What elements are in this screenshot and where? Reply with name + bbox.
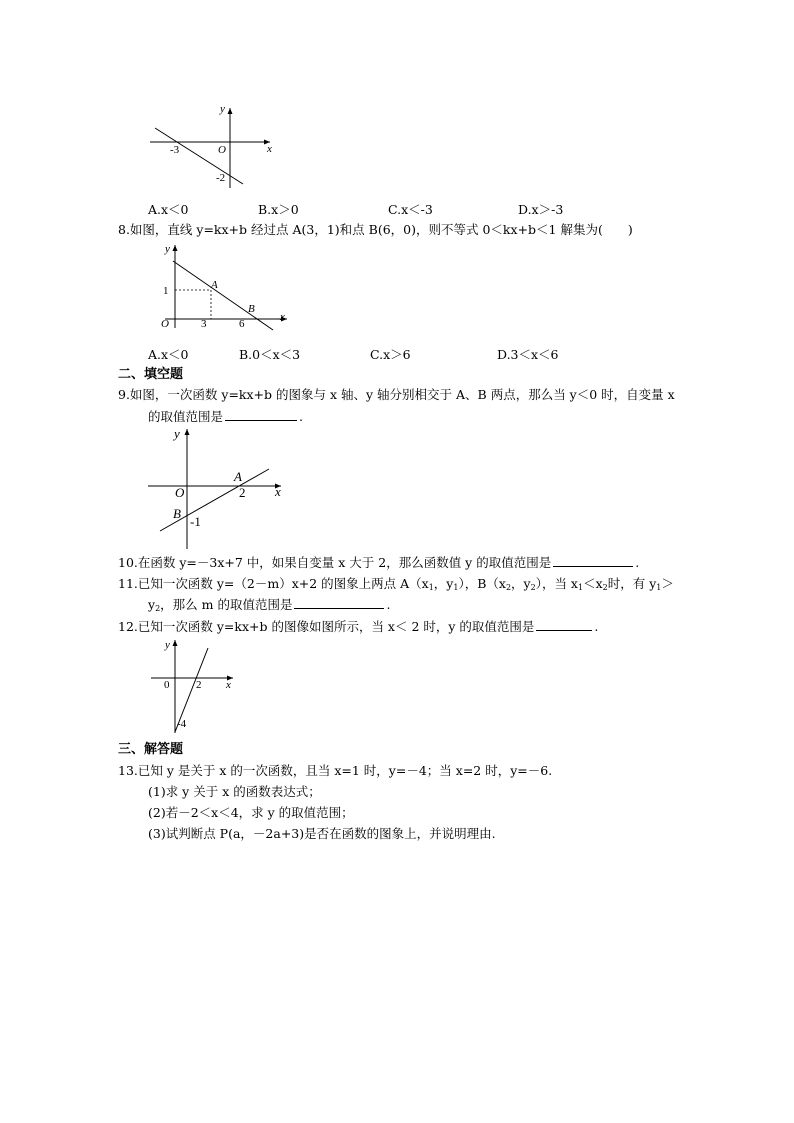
q8-tick-6-label: 6 (239, 318, 245, 330)
q11-text-f: ＜x (583, 576, 603, 591)
section-solve-heading: 三、解答题 (118, 742, 184, 757)
q11-question-line2 (148, 596, 390, 618)
q9-line2-text: 的取值范围是 (148, 409, 224, 424)
q8-function-line (173, 261, 273, 330)
q7-graph (145, 100, 280, 190)
q9-line2-end: . (299, 409, 303, 424)
q9-graph (145, 425, 295, 553)
q8-question: 8.如图，直线 y=kx+b 经过点 A(3，1)和点 B(6，0)，则不等式 0＜kx+b＜1 解集为( ) (118, 222, 633, 237)
q11-l2-end: . (386, 597, 391, 612)
q12-tick-2-label: 2 (196, 679, 202, 691)
q11-l2-text-a: y (148, 597, 156, 612)
q7-option-c[interactable]: C.x＜-3 (388, 202, 433, 217)
q13-item-1: (1)求 y 关于 x 的函数表达式； (148, 784, 321, 799)
q11-question-line1 (118, 575, 674, 597)
q9-question-line2 (148, 408, 303, 426)
q9-point-a-label: A (234, 469, 242, 484)
q12-tick-m4-label: -4 (177, 718, 187, 730)
q13-item-2: (2)若－2＜x＜4，求 y 的取值范围； (148, 805, 354, 820)
q7-y-intercept-label: -2 (216, 172, 226, 184)
q8-y-arrow (173, 245, 178, 251)
q11-sub: 2 (155, 604, 161, 613)
q11-sub: 1 (453, 583, 459, 592)
q11-text-h: ＞ (661, 576, 674, 591)
q8-point-b-label: B (248, 303, 255, 315)
q8-option-b[interactable]: B.0＜x＜3 (239, 347, 301, 362)
q12-y-arrow (173, 640, 178, 646)
q9-point-b-label: B (173, 506, 181, 521)
q13-item-3: (3)试判断点 P(a，－2a+3)是否在函数的图象上，并说明理由. (148, 826, 496, 841)
q11-sub: 2 (602, 583, 608, 592)
q11-text-c: ），B（x (458, 576, 506, 591)
q9-tick-2-label: 2 (239, 485, 246, 500)
q9-y-arrow (185, 429, 190, 435)
q12-y-label: y (165, 639, 170, 651)
q8-point-a-label: A (211, 279, 218, 291)
q7-origin-label: O (218, 144, 226, 156)
q12-x-label: x (226, 679, 231, 691)
q11-sub: 1 (656, 583, 662, 592)
q8-option-d[interactable]: D.3＜x＜6 (497, 347, 559, 362)
q12-origin-label: 0 (164, 679, 170, 691)
q7-x-intercept-label: -3 (170, 144, 180, 156)
q8-tick-3-label: 3 (201, 318, 207, 330)
q10-question (118, 554, 639, 572)
q11-sub: 1 (577, 583, 584, 592)
q12-text: 12.已知一次函数 y=kx+b 的图像如图所示，当 x＜ 2 时，y 的取值范围是 (118, 619, 535, 634)
q9-y-label: y (174, 426, 180, 441)
q7-option-a[interactable]: A.x＜0 (148, 202, 189, 217)
q12-end: . (594, 619, 599, 634)
q10-text: 10.在函数 y=－3x+7 中，如果自变量 x 大于 2，那么函数值 y 的取值范围是 (118, 555, 552, 570)
q8-option-a[interactable]: A.x＜0 (148, 347, 189, 362)
q8-tick-1-label: 1 (163, 285, 169, 297)
q12-question (118, 618, 598, 636)
q11-sub: 2 (530, 583, 536, 592)
q8-x-label: x (280, 311, 285, 323)
section-fill-in-heading: 二、填空题 (118, 367, 184, 382)
q9-question-line1: 9.如图，一次函数 y=kx+b 的图象与 x 轴、y 轴分别相交于 A、B 两点，那么当 y＜0 时，自变量 x (118, 387, 675, 402)
q7-y-arrow (228, 108, 233, 114)
q11-text-d: ，y (511, 576, 531, 591)
q11-answer-blank[interactable] (294, 596, 384, 609)
q8-option-c[interactable]: C.x＞6 (370, 347, 411, 362)
q11-text-g: 时，有 y (607, 576, 657, 591)
q11-l2-text-b: ，那么 m 的取值范围是 (160, 597, 293, 612)
q11-text-e: ），当 x (535, 576, 578, 591)
q8-y-label: y (165, 243, 170, 255)
q11-sub: 2 (505, 583, 512, 592)
q12-graph (148, 636, 243, 736)
q9-tick-m1-label: -1 (190, 514, 201, 529)
q9-x-label: x (275, 484, 281, 499)
q8-graph (155, 240, 295, 332)
q8-origin-label: O (161, 318, 169, 330)
q7-option-b[interactable]: B.x＞0 (258, 202, 299, 217)
q10-end: . (635, 555, 640, 570)
q11-text-b: ，y (433, 576, 454, 591)
q7-x-label: x (267, 143, 272, 155)
q11-text-a: 11.已知一次函数 y=（2－m）x+2 的图象上两点 A（x (118, 576, 429, 591)
q7-option-d[interactable]: D.x＞-3 (518, 202, 564, 217)
q11-sub: 1 (428, 583, 434, 592)
q9-origin-label: O (175, 485, 185, 500)
q7-y-label: y (220, 103, 225, 115)
q13-question: 13.已知 y 是关于 x 的一次函数，且当 x=1 时，y=－4；当 x=2 时，y=－6. (118, 763, 553, 778)
q9-function-line (160, 469, 269, 531)
q12-answer-blank[interactable] (536, 618, 592, 631)
q10-answer-blank[interactable] (553, 554, 633, 567)
q9-answer-blank[interactable] (225, 408, 297, 421)
